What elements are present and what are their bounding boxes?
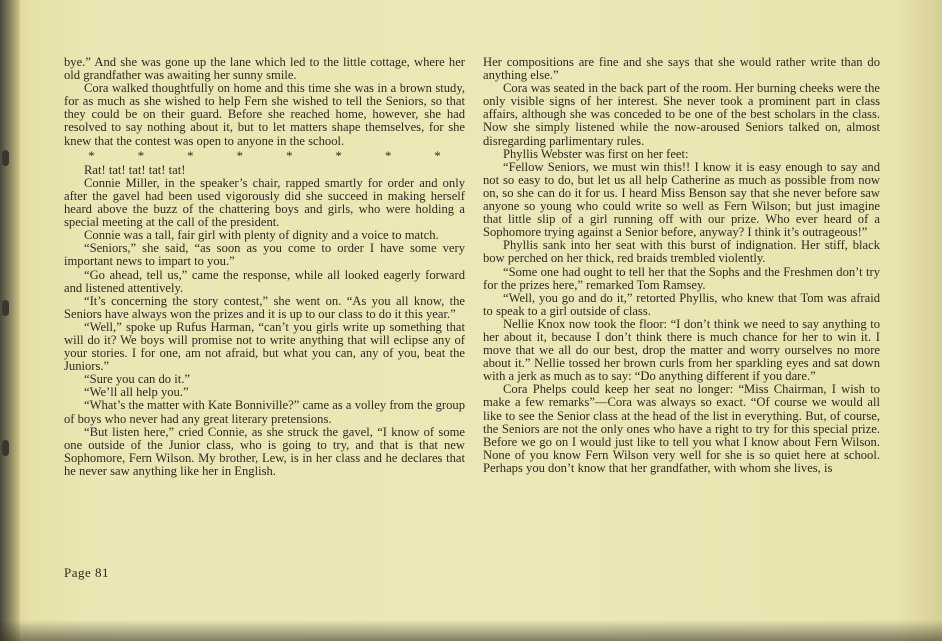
paragraph: Phyllis sank into her seat with this burst of indignation. Her stiff, black bow perched on her thick, red braids trembled violently.: [483, 238, 880, 266]
paragraph: bye.” And she was gone up the lane which led to the little cottage, where her old grandfather was awaiting her sunny smile.: [64, 55, 465, 83]
section-break: * * * * * * * *: [88, 148, 441, 163]
paragraph: Connie Miller, in the speaker’s chair, rapped smartly for order and only after the gavel had been used vigorously did she succeed in making herself heard above the buzz of the chattering boys and girls, who were holding a special meeting at the call of the president.: [64, 175, 465, 230]
paragraph: Cora Phelps could keep her seat no longer: “Miss Chairman, I wish to make a few remarks”—Cora was always so exact. “Of course we would all like to see the Senior class at the head of the list in everything. But, of course, the Seniors are not the only ones who have a right to try for this special prize. Before we go on I would just like to tell you what I know about Fern Wilson. None of you know Fern Wilson very well for she is so quiet here at school. Perhaps you don’t know that her grandfather, with whom she lives, is: [483, 382, 880, 475]
paragraph: “Sure you can do it.”: [84, 372, 190, 387]
paragraph: “We’ll all help you.”: [84, 385, 189, 400]
binding-hole: [2, 440, 9, 456]
paragraph: “Fellow Seniors, we must win this!! I know it is easy enough to say and not so easy to do, but let us all help Catherine as much as possible from now on, so she can do it for us. I heard Miss Benson say that she never before saw anyone so young who could write so well as Fern Wilson; but just imagine that little slip of a girl running off with our prize. Who ever heard of a Sophomore trying against a Senior before, anyway? I think it’s outrageous!”: [483, 159, 880, 240]
paragraph: Phyllis Webster was first on her feet:: [503, 146, 689, 161]
page-number: Page 81: [64, 565, 110, 580]
paragraph: “What’s the matter with Kate Bonniville?” came as a volley from the group of boys who never had any great literary pretensions.: [64, 398, 465, 426]
paragraph: Cora was seated in the back part of the room. Her burning cheeks were the only visible signs of her interest. She never took a prominent part in class affairs, although she was conceded to be one of the best scholars in the class. Now she simply listened while the now-aroused Seniors talked on, almost disregarding parlimentary rules.: [483, 81, 880, 148]
paragraph: Nellie Knox now took the floor: “I don’t think we need to say anything to her about it, because I don’t think there is much chance for her to win it. I move that we all do our best, drop the matter and worry ourselves no more about it.” Nellie tossed her brown curls from her sparkling eyes and sat down with a jerk as much as to say: “Do anything different if you dare.”: [483, 316, 880, 384]
binding-hole: [2, 150, 9, 166]
page-shadow: [0, 620, 942, 641]
paragraph: “But listen here,” cried Connie, as she struck the gavel, “I know of some one outside of the Junior class, who is going to try, and that is that new Sophomore, Fern Wilson. My brother, Lew, is in her class and he declares that he never saw anything like her in English.: [64, 424, 465, 478]
paragraph: Her compositions are fine and she says that she would rather write than do anything else.”: [483, 55, 880, 83]
paragraph: “Some one had ought to tell her that the Sophs and the Freshmen don’t try for the prizes here,” remarked Tom Ramsey.: [483, 264, 880, 292]
paragraph: Rat! tat! tat! tat! tat!: [84, 162, 186, 177]
paragraph: Connie was a tall, fair girl with plenty of dignity and a voice to match.: [84, 228, 439, 243]
binding-hole: [2, 300, 9, 316]
paragraph: “Well, you go and do it,” retorted Phyllis, who knew that Tom was afraid to speak to a girl outside of class.: [483, 290, 880, 318]
right-text-column: [483, 56, 880, 475]
paragraph: Cora walked thoughtfully on home and this time she was in a brown study, for as much as she wished to help Fern she wished to tell the Seniors, so that they could be on their guard. Before she reached home, however, she had resolved to say nothing about it, but to let matters shape themselves, for she knew that the contest was open to anyone in the school.: [64, 81, 465, 148]
paragraph: “Go ahead, tell us,” came the response, while all looked eagerly forward and listened attentively.: [64, 267, 465, 295]
paragraph: “It’s concerning the story contest,” she went on. “As you all know, the Seniors have always won the prizes and it is up to our class to do it this year.”: [64, 293, 465, 321]
paragraph: “Seniors,” she said, “as soon as you come to order I have some very important news to impart to you.”: [64, 241, 465, 269]
page-binding: [0, 0, 20, 641]
left-text-column: [64, 56, 465, 478]
paragraph: “Well,” spoke up Rufus Harman, “can’t you girls write up something that will do it? We boys will promise not to write anything that will eclipse any of your stories. I for one, am not afraid, but what you can, any of you, beat the Juniors.”: [64, 319, 465, 374]
